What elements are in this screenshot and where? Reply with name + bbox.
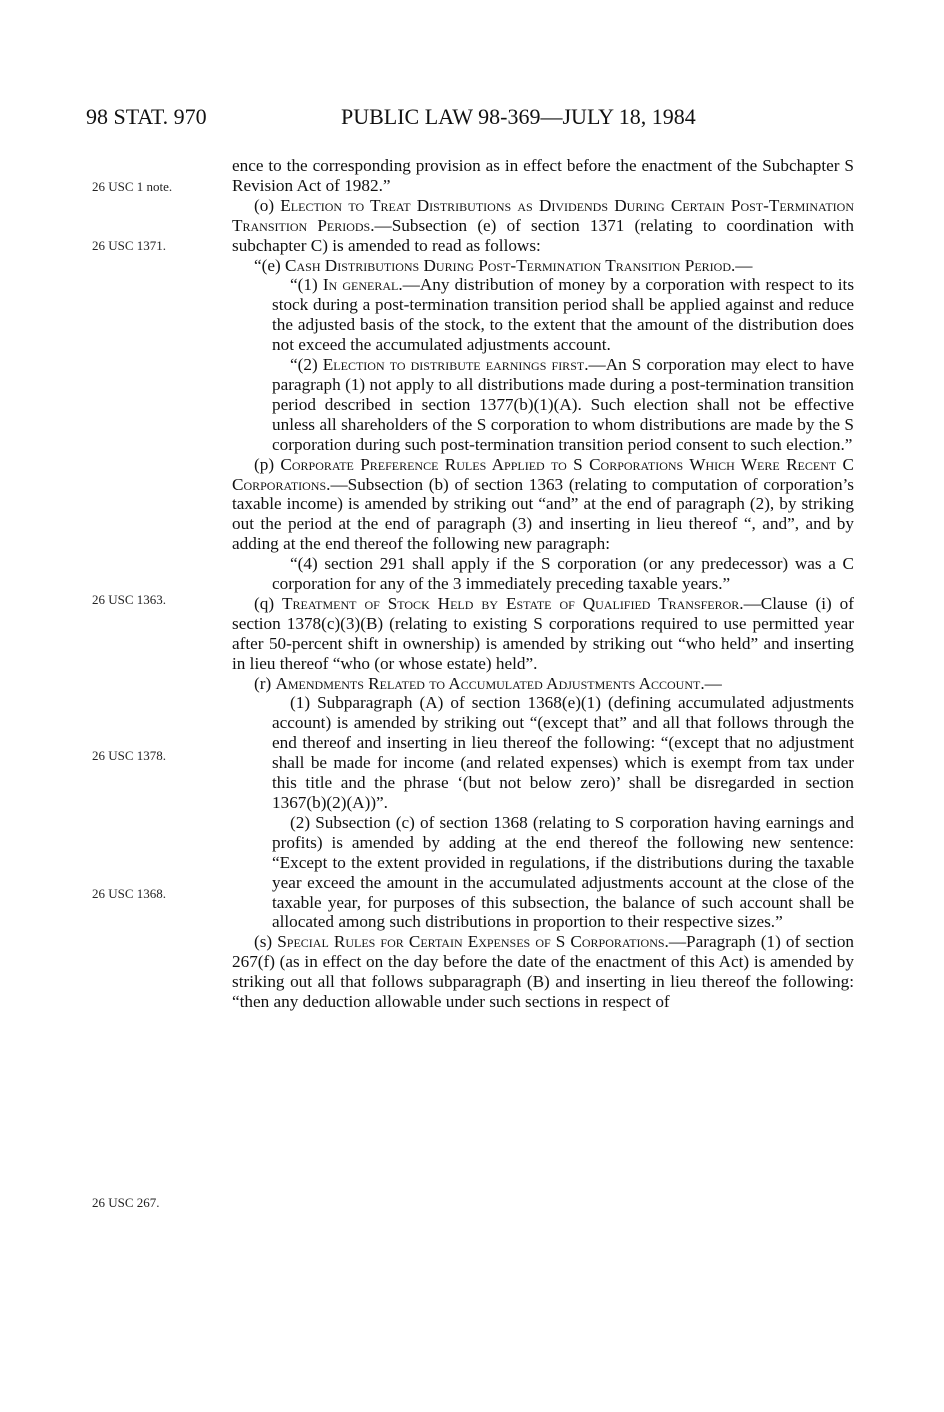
paragraph-e1: “(1) In general.—Any distribution of money by a corporation with respect to its stock during a post-termination transition period shall be applied against and reduce the adjusted basis of the stock, to the extent that the amount of the distribution does not exceed the accumulated adjustments account. (272, 275, 855, 355)
subsection-q: (q) Treatment of Stock Held by Estate of Qualified Transferor.—Clause (i) of section 1378(c)(3)(B) (relating to existing S corporations required to use permitted year after 50-percent shift in ownership) is amended by striking out “who held” and inserting in lieu thereof “who (or whose estate) held”. (232, 593, 855, 673)
paragraph-r1: (1) Subparagraph (A) of section 1368(e)(1) (defining accumulated adjustments account) is amended by striking out “(except that” and all that follows through the end thereof and inserting in lieu thereof the following: “(except that no adjustment shall be made for income (and related expenses) which is exempt from tax under this title and the phrase ‘(but not below zero)’ shall be disregarded in section 1367(b)(2)(A))”. (272, 693, 854, 812)
margin-note: 26 USC 1 note. (92, 179, 173, 194)
subsection-heading: Corporate Preference Rules Applied to S Corporations Which Were Recent C Corporations. (232, 454, 854, 494)
subsection-heading: Special Rules for Certain Expenses of S Corporations. (277, 932, 669, 952)
paragraph-p4: “(4) section 291 shall apply if the S corporation (or any predecessor) was a C corporation for any of the 3 immediately preceding taxable years.” (272, 554, 854, 594)
subsection-heading: Election to Treat Distributions as Dividends During Certain Post-Termination Transition Periods. (232, 195, 854, 235)
page-id: 98 STAT. 970 (86, 104, 207, 129)
new-subsection-e: “(e) Cash Distributions During Post-Termination Transition Period.— (254, 255, 753, 275)
paragraph-r2: (2) Subsection (c) of section 1368 (relating to S corporation having earnings and profits) is amended by adding at the end thereof the following new sentence: “Except to the extent provided in regulations, if the distributions during the taxable year exceed the amount in the accumulated adjustments account at the close of the taxable year, for purposes of this subsection, the balance of such account shall be allocated among such distributions in proportion to their respective sizes.” (272, 812, 854, 932)
paragraph-e2: “(2) Election to distribute earnings first.—An S corporation may elect to have paragraph (1) not apply to all distributions made during a post-termination transition period described in section 1377(b)(1)(A). Such election shall not be effective unless all shareholders of the S corporation to whom distributions are made by the S corporation during such post-termination transition period consent to such election.” (272, 355, 854, 454)
subsection-r: (r) Amendments Related to Accumulated Adjustments Account.— (254, 673, 722, 693)
subsection-o: (o) Election to Treat Distributions as Dividends During Certain Post-Termination Transition Periods.—Subsection (e) of section 1371 (relating to coordination with subchapter C) is amended to read as follows: (232, 195, 854, 255)
margin-note: 26 USC 1368. (92, 886, 167, 901)
paragraph-heading: Election to distribute earnings first. (322, 355, 589, 375)
margin-note: 26 USC 1378. (92, 748, 167, 763)
paragraph-heading: In general. (322, 275, 403, 295)
law-title: PUBLIC LAW 98-369—JULY 18, 1984 (341, 104, 696, 129)
statute-body (232, 156, 854, 1012)
continued-paragraph: ence to the corresponding provision as in effect before the enactment of the Subchapter S Revision Act of 1982.” (232, 156, 854, 195)
subsection-heading: Amendments Related to Accumulated Adjustments Account. (275, 673, 705, 693)
subsection-heading: Cash Distributions During Post-Termination Transition Period. (285, 255, 736, 275)
margin-note: 26 USC 1371. (92, 238, 167, 253)
subsection-heading: Treatment of Stock Held by Estate of Qualified Transferor. (282, 593, 744, 613)
margin-note: 26 USC 267. (92, 1195, 160, 1210)
page-header (86, 104, 866, 134)
margin-note: 26 USC 1363. (92, 592, 167, 607)
subsection-p: (p) Corporate Preference Rules Applied to S Corporations Which Were Recent C Corporations.—Subsection (b) of section 1363 (relating to computation of corporation’s taxable income) is amended by striking out “and” at the end of paragraph (2), by striking out the period at the end of paragraph (3) and inserting in lieu thereof “, and”, and by adding at the end thereof the following new paragraph: (232, 454, 854, 554)
subsection-s: (s) Special Rules for Certain Expenses of S Corporations.—Paragraph (1) of section 267(f) (as in effect on the day before the date of the enactment of this Act) is amended by striking out all that follows subparagraph (B) and inserting in lieu thereof the following: “then any deduction allowable under such sections in respect of (232, 932, 855, 1012)
